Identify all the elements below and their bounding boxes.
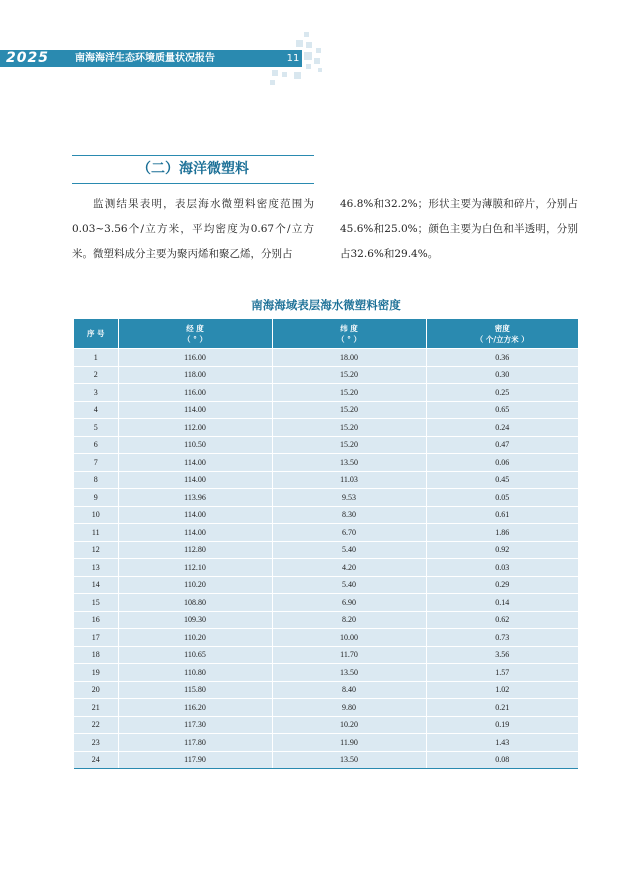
table-row [74,524,578,542]
table-title: 南海海域表层海水微塑料密度 [251,298,401,312]
header-index-label: 序 号 [86,329,105,338]
cell-latitude: 18.00 [272,349,426,367]
cell-index: 7 [74,454,118,472]
header-index [74,319,118,349]
microplastic-density-table [74,319,578,769]
cell-longitude: 112.80 [118,541,272,559]
cell-density: 0.62 [426,611,578,629]
cell-longitude: 110.65 [118,646,272,664]
cell-density: 1.02 [426,681,578,699]
section-title-rule-bottom [72,183,314,184]
cell-density: 0.08 [426,751,578,769]
cell-index: 2 [74,366,118,384]
cell-latitude: 9.80 [272,699,426,717]
cell-index: 1 [74,349,118,367]
table-row [74,559,578,577]
table-row [74,611,578,629]
cell-index: 15 [74,594,118,612]
table-row [74,454,578,472]
cell-density: 0.21 [426,699,578,717]
table-row [74,646,578,664]
cell-latitude: 9.53 [272,489,426,507]
cell-latitude: 13.50 [272,664,426,682]
cell-longitude: 116.00 [118,384,272,402]
header-density-unit: （ 个/立方米 ） [475,334,529,344]
cell-longitude: 112.00 [118,419,272,437]
section-title-rule-top [72,155,314,156]
cell-density: 0.30 [426,366,578,384]
header-year: 2025 [6,50,49,66]
cell-longitude: 114.00 [118,471,272,489]
cell-density: 1.86 [426,524,578,542]
cell-density: 0.05 [426,489,578,507]
cell-density: 0.45 [426,471,578,489]
table-row [74,629,578,647]
cell-latitude: 15.20 [272,401,426,419]
cell-longitude: 114.00 [118,524,272,542]
cell-density: 0.47 [426,436,578,454]
cell-density: 0.65 [426,401,578,419]
cell-latitude: 6.90 [272,594,426,612]
cell-latitude: 13.50 [272,751,426,769]
cell-latitude: 8.30 [272,506,426,524]
table-row [74,681,578,699]
table-row [74,401,578,419]
cell-longitude: 116.20 [118,699,272,717]
cell-longitude: 114.00 [118,401,272,419]
cell-index: 8 [74,471,118,489]
paragraph-right: 46.8%和32.2%；形状主要为薄膜和碎片，分别占45.6%和25.0%；颜色主要为白色和半透明，分别占32.6%和29.4%。 [340,198,578,260]
table-row [74,734,578,752]
table-row [74,366,578,384]
cell-longitude: 113.96 [118,489,272,507]
table-row [74,716,578,734]
cell-density: 0.92 [426,541,578,559]
cell-latitude: 11.70 [272,646,426,664]
cell-latitude: 10.00 [272,629,426,647]
table-row [74,594,578,612]
cell-index: 11 [74,524,118,542]
table-row [74,419,578,437]
cell-density: 0.29 [426,576,578,594]
cell-longitude: 110.50 [118,436,272,454]
cell-longitude: 109.30 [118,611,272,629]
table-row [74,436,578,454]
cell-longitude: 117.80 [118,734,272,752]
cell-index: 6 [74,436,118,454]
cell-index: 21 [74,699,118,717]
header-latitude-unit: （ ° ） [337,334,361,344]
cell-density: 0.19 [426,716,578,734]
cell-density: 0.36 [426,349,578,367]
cell-longitude: 118.00 [118,366,272,384]
cell-longitude: 115.80 [118,681,272,699]
cell-index: 3 [74,384,118,402]
cell-index: 17 [74,629,118,647]
paragraph-left: 监测结果表明，表层海水微塑料密度范围为0.03~3.56个/立方米，平均密度为0.67个/立方米。微塑料成分主要为聚丙烯和聚乙烯，分别占 [72,198,314,260]
cell-density: 0.24 [426,419,578,437]
cell-longitude: 110.80 [118,664,272,682]
header-density-label: 密度 [494,323,510,333]
cell-index: 13 [74,559,118,577]
cell-longitude: 117.90 [118,751,272,769]
cell-density: 0.25 [426,384,578,402]
table-row [74,664,578,682]
header-density [426,319,578,349]
cell-latitude: 15.20 [272,419,426,437]
cell-latitude: 10.20 [272,716,426,734]
cell-index: 5 [74,419,118,437]
cell-latitude: 15.20 [272,384,426,402]
cell-index: 24 [74,751,118,769]
cell-longitude: 114.00 [118,454,272,472]
cell-density: 0.14 [426,594,578,612]
cell-latitude: 5.40 [272,541,426,559]
cell-density: 1.57 [426,664,578,682]
table-row [74,384,578,402]
cell-density: 1.43 [426,734,578,752]
table-row [74,506,578,524]
cell-latitude: 4.20 [272,559,426,577]
cell-latitude: 6.70 [272,524,426,542]
cell-latitude: 15.20 [272,436,426,454]
table-row [74,349,578,367]
cell-index: 20 [74,681,118,699]
cell-index: 22 [74,716,118,734]
cell-latitude: 8.40 [272,681,426,699]
cell-index: 10 [74,506,118,524]
table-row [74,699,578,717]
cell-latitude: 5.40 [272,576,426,594]
cell-density: 0.61 [426,506,578,524]
cell-index: 23 [74,734,118,752]
cell-index: 14 [74,576,118,594]
cell-longitude: 112.10 [118,559,272,577]
cell-latitude: 15.20 [272,366,426,384]
cell-longitude: 114.00 [118,506,272,524]
cell-index: 4 [74,401,118,419]
cell-index: 19 [74,664,118,682]
cell-latitude: 11.03 [272,471,426,489]
table-row [74,751,578,769]
cell-longitude: 116.00 [118,349,272,367]
table-row [74,471,578,489]
header-longitude [118,319,272,349]
table-row [74,541,578,559]
page-number: 11 [284,50,302,67]
cell-density: 0.06 [426,454,578,472]
cell-longitude: 117.30 [118,716,272,734]
table-row [74,576,578,594]
cell-longitude: 110.20 [118,629,272,647]
cell-longitude: 110.20 [118,576,272,594]
cell-index: 16 [74,611,118,629]
cell-index: 18 [74,646,118,664]
header-longitude-unit: （ ° ） [183,334,207,344]
table-row [74,489,578,507]
header-report-title: 南海海洋生态环境质量状况报告 [75,53,215,64]
cell-density: 0.03 [426,559,578,577]
cell-index: 12 [74,541,118,559]
table-body [74,349,578,769]
section-title: （二）海洋微塑料 [137,161,249,177]
cell-latitude: 8.20 [272,611,426,629]
cell-latitude: 13.50 [272,454,426,472]
header-longitude-label: 经 度 [186,323,204,333]
cell-latitude: 11.90 [272,734,426,752]
table-header-row [74,319,578,349]
cell-density: 0.73 [426,629,578,647]
cell-density: 3.56 [426,646,578,664]
header-latitude [272,319,426,349]
cell-longitude: 108.80 [118,594,272,612]
cell-index: 9 [74,489,118,507]
header-latitude-label: 纬 度 [340,323,358,333]
